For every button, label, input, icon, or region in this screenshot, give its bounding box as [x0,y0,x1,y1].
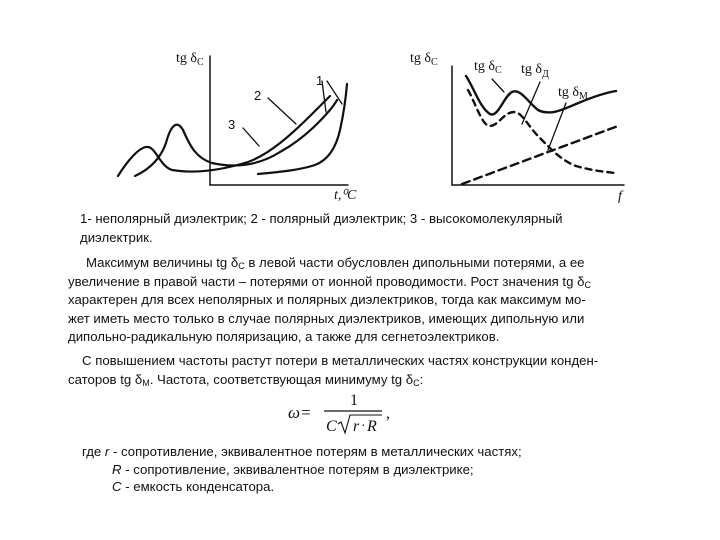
leader-1b [327,81,342,104]
curve-label-3: 3 [228,117,236,132]
formula-lhs: ω= [288,403,312,422]
formula-numerator: 1 [350,392,358,409]
para2-line-2: саторов tg $\delta_M$. Частота, соответствующая минимуму tg $\delta_C$: [68,371,424,388]
para1-line-4: жет иметь место только в случае полярных диэлектриков, имеющих дипольную или [68,310,585,326]
caption-line-1: 1- неполярный диэлектрик; 2 - полярный диэлектрик; 3 - высокомолекулярный [80,211,563,226]
leader-3 [243,128,259,146]
formula-den-r: r [353,418,360,435]
curve-label-1: 1 [316,73,324,88]
caption-line-2: диэлектрик. [80,229,153,245]
frequency-formula [286,388,406,438]
paragraph-2 [68,352,678,389]
curve-tg-dd [468,90,616,173]
curve-tg-dm [462,126,618,184]
leader-dd [522,82,540,124]
figure-caption [80,210,680,247]
formula-den-c: C [326,418,337,435]
label-tg-dd: tg $\delta_Д$ [521,62,549,80]
formula-comma: , [386,405,390,422]
formula-den-dot: · [361,419,366,434]
curve-label-2: 2 [254,88,262,103]
definition-R: R - сопротивление, эквивалентное потерям в диэлектрике; [112,461,474,477]
curve-1 [258,84,347,174]
formula-den-R: R [367,418,377,435]
label-tg-dm: tg $\delta_M$ [558,85,588,102]
leader-dc [492,79,504,92]
right-xlabel: f [618,189,622,204]
leader-2 [268,98,296,124]
left-xlabel: t,⁰C [334,188,357,203]
para1-line-5: дипольно-радикальную поляризацию, а также для сегнетоэлектриков. [68,329,500,344]
curve-tg-dc [466,76,616,114]
para1-line-2: увеличение в правой части – потерями от ионной проводимости. Рост значения tg $\delta_C$ [68,273,591,290]
left-ylabel-2: tg $\delta_C$ [410,51,438,68]
loss-tangent-figure [0,0,720,205]
definition-C: C - емкость конденсатора. [112,479,275,494]
para2-line-1: С повышением частоты растут потери в металлических частях конструкции конден- [82,353,599,368]
para1-line-1: Максимум величины tg $\delta_C$ в левой части обусловлен дипольными потерями, а ее [86,255,585,271]
label-tg-dc: tg $\delta_C$ [474,59,502,76]
left-ylabel-1: tg $\delta_C$ [176,51,204,68]
paragraph-1 [68,254,678,347]
right-plot [452,66,624,185]
definitions [82,443,682,496]
definition-r: где r - сопротивление, эквивалентное потерям в металлических частях; [82,444,522,459]
para1-line-3: характерен для всех неполярных и полярных диэлектриков, тогда как максимум мо- [68,292,586,307]
